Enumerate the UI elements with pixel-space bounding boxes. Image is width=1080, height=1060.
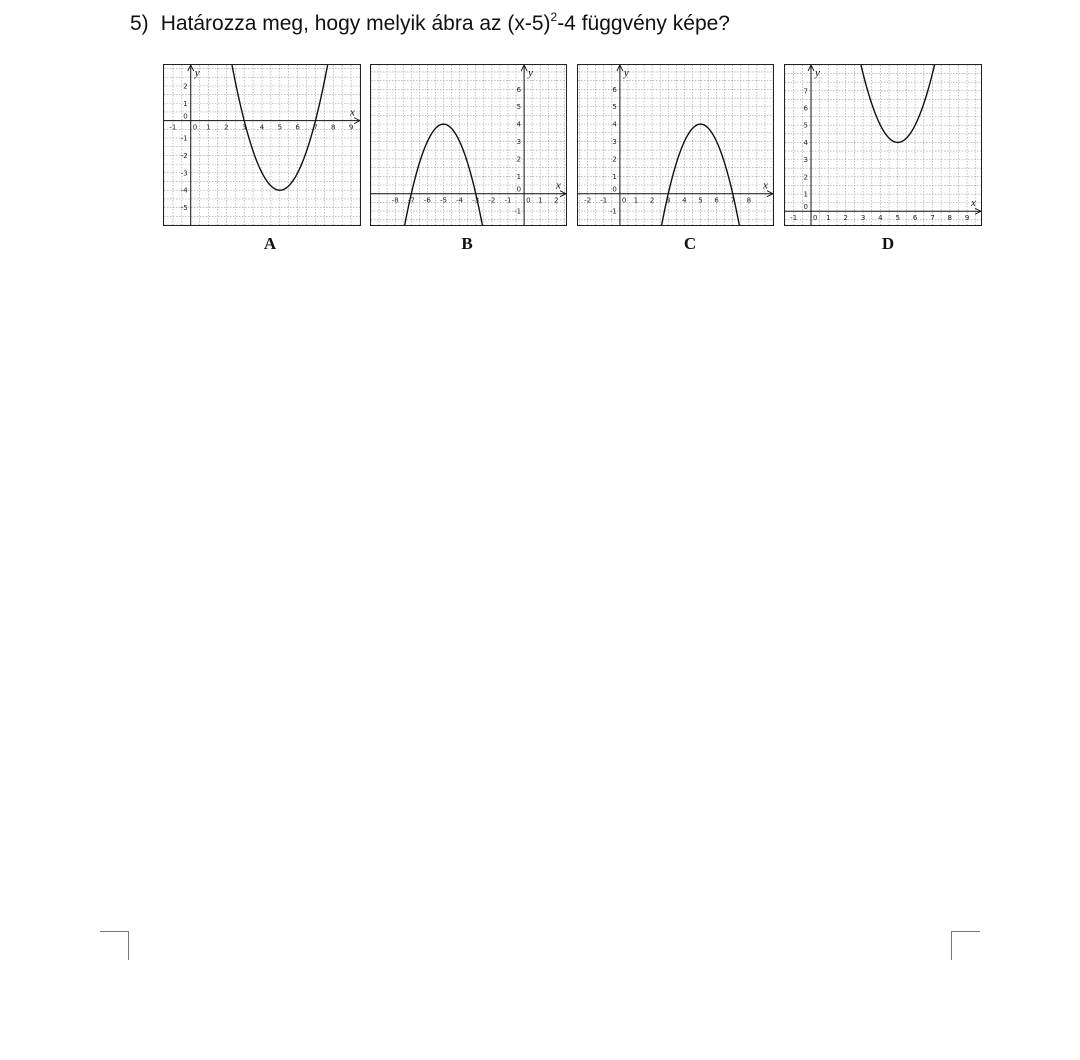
- y-tick-label: 1: [612, 172, 617, 181]
- x-tick-label: 0: [192, 123, 198, 132]
- figure-label-b: B: [461, 234, 473, 253]
- y-tick-label: 3: [803, 156, 809, 165]
- x-tick-label: 5: [895, 214, 900, 223]
- y-tick-label: 5: [516, 103, 522, 112]
- page-corner-mark-left: [100, 931, 129, 960]
- x-tick-label: 2: [224, 123, 229, 132]
- x-tick-label: 6: [295, 123, 300, 132]
- y-tick-label: 0: [612, 185, 617, 194]
- x-tick-label: 0: [526, 196, 531, 205]
- x-tick-label: -1: [790, 214, 798, 223]
- x-tick-label: 1: [633, 196, 639, 205]
- figure-label-a: A: [263, 234, 277, 253]
- graph-c-svg: [578, 65, 773, 225]
- question-exponent: 2: [550, 10, 558, 24]
- graph-a[interactable]: [163, 64, 361, 226]
- x-tick-label: 2: [554, 196, 559, 205]
- x-tick-label: -4: [456, 196, 464, 205]
- y-tick-label: 6: [803, 104, 809, 113]
- y-tick-label: 6: [612, 85, 617, 94]
- answer-figures: [0, 0, 1080, 260]
- y-tick-label: 7: [803, 87, 809, 96]
- y-tick-label: 0: [803, 203, 809, 212]
- figure-label-d: D: [881, 234, 895, 253]
- question-text-before: Határozza meg, hogy melyik ábra az (x-5): [160, 12, 551, 35]
- y-tick-label: -3: [180, 169, 188, 178]
- y-tick-label: 4: [516, 120, 522, 129]
- y-tick-label: 6: [516, 85, 522, 94]
- y-tick-label: -1: [514, 207, 522, 216]
- y-tick-label: 2: [803, 173, 809, 182]
- x-tick-label: -1: [169, 123, 177, 132]
- x-tick-label: 3: [666, 196, 671, 205]
- x-axis-label: x: [350, 106, 355, 119]
- question-text-after: -4 függvény képe?: [557, 12, 730, 35]
- x-tick-label: -3: [472, 196, 480, 205]
- y-axis-label: y: [528, 67, 533, 79]
- y-tick-label: -5: [180, 204, 188, 213]
- y-tick-label: 4: [803, 138, 809, 147]
- x-tick-label: -2: [584, 196, 592, 205]
- y-tick-label: 2: [516, 155, 522, 164]
- question-number: 5): [130, 12, 149, 35]
- figure-label-c: C: [683, 234, 697, 253]
- x-tick-label: 3: [241, 123, 247, 132]
- y-axis-label: y: [194, 67, 200, 79]
- x-tick-label: -6: [423, 196, 431, 205]
- y-tick-label: 2: [612, 155, 617, 164]
- x-tick-label: 7: [313, 123, 318, 132]
- x-tick-label: 1: [537, 196, 543, 205]
- graph-b-svg: [371, 65, 566, 225]
- y-axis-label: y: [623, 67, 629, 79]
- graph-d[interactable]: [784, 64, 982, 226]
- x-tick-label: 5: [698, 196, 703, 205]
- x-tick-label: 8: [746, 196, 752, 205]
- y-tick-label: -1: [609, 207, 617, 216]
- y-tick-label: -4: [180, 186, 188, 195]
- x-tick-label: -1: [504, 196, 512, 205]
- y-tick-label: 3: [612, 138, 617, 147]
- x-tick-label: -5: [440, 196, 448, 205]
- graph-c[interactable]: [577, 64, 774, 226]
- x-axis-label: x: [971, 197, 976, 210]
- graph-b[interactable]: [370, 64, 567, 226]
- parabola-curve: [578, 124, 773, 225]
- x-tick-label: 7: [930, 214, 935, 223]
- x-tick-label: 5: [277, 123, 283, 132]
- page-corner-mark-right: [951, 931, 980, 960]
- x-tick-label: 7: [730, 196, 735, 205]
- x-tick-label: -7: [407, 196, 415, 205]
- graph-a-svg: [164, 65, 360, 225]
- x-tick-label: 3: [860, 214, 866, 223]
- graph-d-svg: [785, 65, 981, 225]
- x-tick-label: 8: [331, 123, 336, 132]
- y-tick-label: 0: [516, 185, 522, 194]
- x-tick-label: 1: [206, 123, 211, 132]
- x-tick-label: 4: [259, 123, 265, 132]
- y-tick-label: 2: [183, 82, 188, 91]
- y-tick-label: 5: [803, 121, 809, 130]
- x-tick-label: 0: [621, 196, 627, 205]
- y-tick-label: -1: [180, 134, 188, 143]
- x-tick-label: 8: [947, 214, 953, 223]
- x-tick-label: 2: [843, 214, 848, 223]
- x-tick-label: 2: [649, 196, 655, 205]
- x-axis-label: x: [763, 179, 768, 192]
- x-tick-label: 1: [826, 214, 831, 223]
- x-tick-label: 6: [714, 196, 719, 205]
- x-tick-label: -1: [600, 196, 608, 205]
- x-tick-label: 4: [682, 196, 687, 205]
- x-tick-label: 9: [348, 123, 354, 132]
- y-tick-label: 1: [183, 99, 188, 108]
- y-axis-label: y: [815, 67, 820, 79]
- x-tick-label: 9: [964, 214, 970, 223]
- x-tick-label: -2: [488, 196, 496, 205]
- y-tick-label: -2: [180, 151, 188, 160]
- y-tick-label: 1: [516, 172, 522, 181]
- x-tick-label: -8: [391, 196, 399, 205]
- x-tick-label: 6: [912, 214, 918, 223]
- parabola-curve: [371, 124, 566, 225]
- x-tick-label: 4: [878, 214, 883, 223]
- y-tick-label: 0: [183, 112, 188, 121]
- y-tick-label: 4: [612, 120, 617, 129]
- x-axis-label: x: [556, 179, 561, 192]
- x-tick-label: 0: [813, 214, 818, 223]
- y-tick-label: 3: [516, 138, 522, 147]
- y-tick-label: 1: [803, 190, 809, 199]
- y-tick-label: 5: [612, 103, 617, 112]
